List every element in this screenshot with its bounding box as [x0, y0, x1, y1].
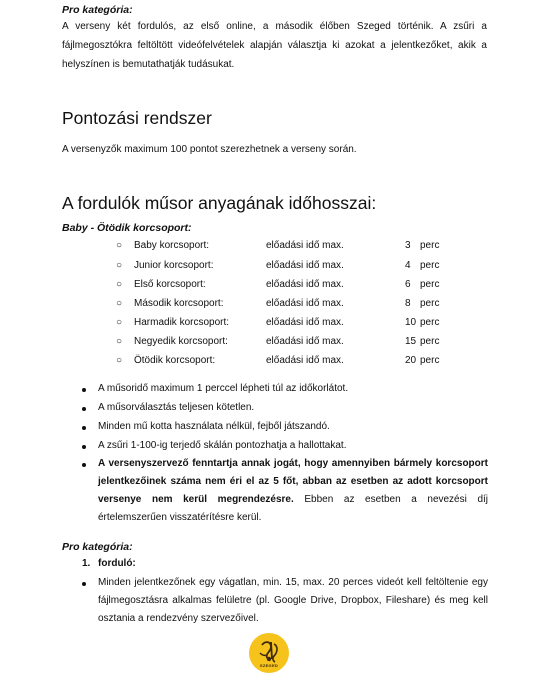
scoring-heading: Pontozási rendszer: [62, 108, 212, 128]
group-name: Junior korcsoport:: [134, 260, 214, 271]
circle-bullet-icon: ○: [116, 240, 123, 251]
time-value: 6: [405, 279, 411, 290]
time-value: 20: [405, 355, 417, 366]
intro-paragraph: A verseny két fordulós, az első online, a második élőben Szeged történik. A zsűri a fájlmegosztókra feltöltött videófelvételek alapján választja ki azokat a jelentkezőket, akik a helyszínen is bemutathatják tudásukat.: [62, 21, 487, 70]
circle-bullet-icon: ○: [116, 317, 123, 328]
time-label: előadási idő max.: [266, 336, 344, 347]
pro-category-label: Pro kategória:: [62, 4, 133, 16]
time-value: 10: [405, 317, 417, 328]
group-name: Negyedik korcsoport:: [134, 336, 228, 347]
time-unit: perc: [420, 298, 440, 309]
bullet-icon: [82, 463, 86, 467]
time-unit: perc: [420, 355, 440, 366]
bullet-icon: [82, 426, 86, 430]
rule-cancellation-normal: Ebben az esetben a nevezési díj értelemszerűen visszatérítésre kerül.: [98, 494, 489, 523]
bullet-icon: [82, 407, 86, 411]
circle-bullet-icon: ○: [116, 260, 123, 271]
time-label: előadási idő max.: [266, 298, 344, 309]
time-value: 3: [405, 240, 411, 251]
rule-cancellation-bold: A versenyszervező fenntartja annak jogát, hogy amennyiben bármely korcsoport jelentkezőinek száma nem éri el az 5 főt, abban az esetben az adott korcsoport versenye nem kerül megrendezésre.: [98, 458, 488, 505]
time-label: előadási idő max.: [266, 279, 344, 290]
time-unit: perc: [420, 260, 440, 271]
bullet-icon: [82, 388, 86, 392]
group-name: Harmadik korcsoport:: [134, 317, 230, 328]
rule-program-choice: A műsorválasztás teljesen kötetlen.: [98, 402, 255, 413]
bullet-icon: [82, 582, 86, 586]
circle-bullet-icon: ○: [116, 336, 123, 347]
time-value: 8: [405, 298, 411, 309]
rule-no-sheet-music: Minden mű kotta használata nélkül, fejből játszandó.: [98, 421, 330, 432]
rounds-subheading: Baby - Ötödik korcsoport:: [62, 222, 192, 234]
scoring-text: A versenyzők maximum 100 pontot szerezhetnek a verseny során.: [62, 144, 357, 155]
rule-overtime: A műsoridő maximum 1 perccel lépheti túl az időkorlátot.: [98, 383, 349, 394]
circle-bullet-icon: ○: [116, 298, 123, 309]
circle-bullet-icon: ○: [116, 279, 123, 290]
time-label: előadási idő max.: [266, 355, 344, 366]
time-unit: perc: [420, 317, 440, 328]
time-unit: perc: [420, 240, 440, 251]
circle-bullet-icon: ○: [116, 355, 123, 366]
time-value: 4: [405, 260, 411, 271]
rule-cancellation: [98, 455, 488, 527]
rule-scoring-scale: A zsűri 1-100-ig terjedő skálán pontozhatja a hallottakat.: [98, 440, 347, 451]
round1-instructions: Minden jelentkezőnek egy vágatlan, min. 15, max. 20 perces videót kell feltöltenie egy fájlmegosztásra alkalmas felületre (pl. Google Drive, Dropbox, Fileshare) és meg kell osztania a rendezvény szervezőivel.: [98, 577, 488, 624]
group-name: Második korcsoport:: [134, 298, 224, 309]
time-label: előadási idő max.: [266, 260, 344, 271]
bullet-icon: [82, 445, 86, 449]
time-label: előadási idő max.: [266, 317, 344, 328]
pro-category-label-2: Pro kategória:: [62, 541, 133, 553]
time-value: 15: [405, 336, 417, 347]
time-label: előadási idő max.: [266, 240, 344, 251]
round-label: forduló:: [98, 558, 136, 569]
time-unit: perc: [420, 279, 440, 290]
list-number: 1.: [82, 558, 91, 569]
group-name: Ötödik korcsoport:: [134, 355, 216, 366]
rounds-heading: A fordulók műsor anyagának időhosszai:: [62, 193, 377, 213]
group-name: Baby korcsoport:: [134, 240, 210, 251]
group-name: Első korcsoport:: [134, 279, 206, 290]
logo: [249, 633, 289, 673]
logo-text: SZEGED: [259, 663, 279, 668]
time-unit: perc: [420, 336, 440, 347]
